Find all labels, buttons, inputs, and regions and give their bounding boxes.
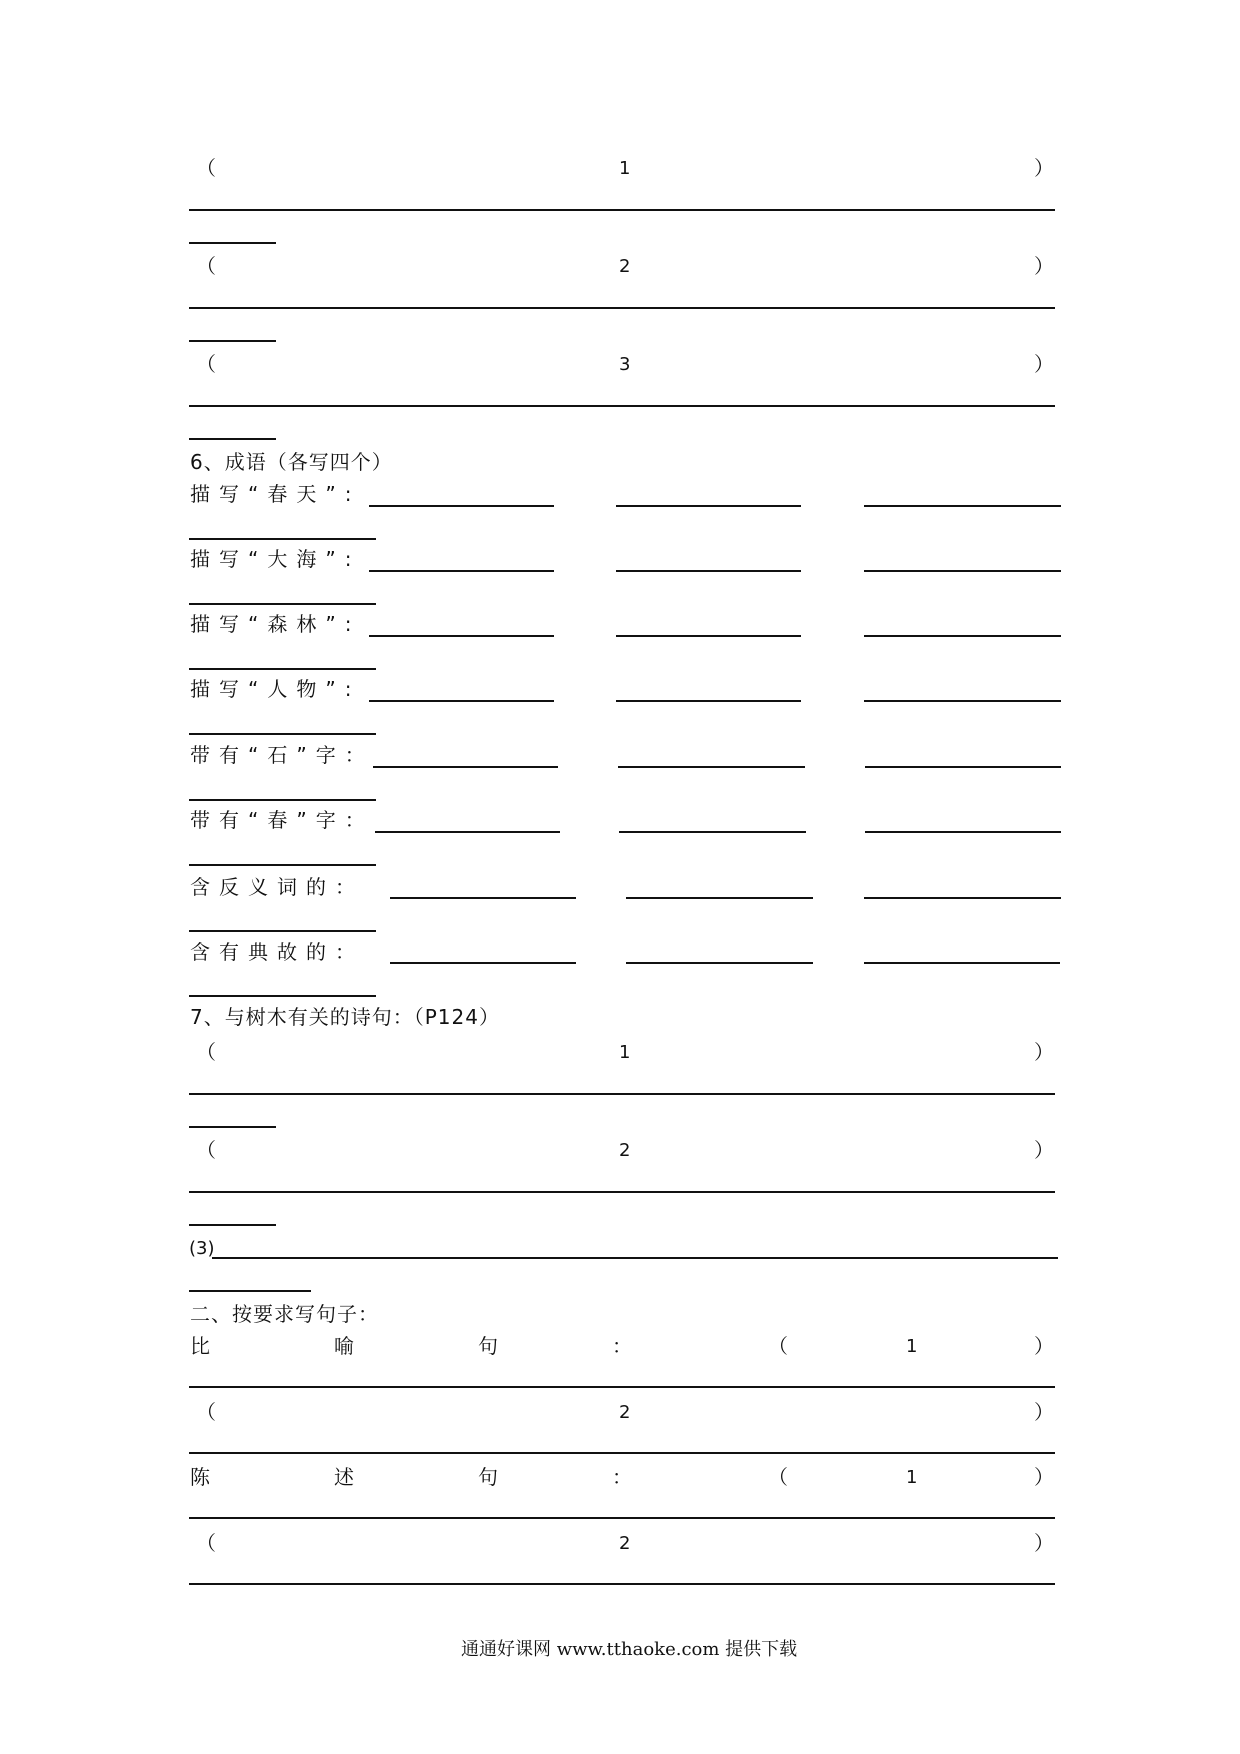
answer-line[interactable] <box>189 1517 1055 1519</box>
answer-line-short[interactable] <box>189 438 276 440</box>
answer-line[interactable] <box>189 1093 1055 1095</box>
blank-2[interactable] <box>616 570 801 572</box>
close-paren: ） <box>1034 1400 1054 1424</box>
answer-line-short[interactable] <box>189 242 276 244</box>
part2-heading: 二、按要求写句子： <box>190 1302 379 1326</box>
blank-1[interactable] <box>390 897 576 899</box>
open-paren: （ <box>196 1138 216 1162</box>
answer-line[interactable] <box>212 1257 1058 1259</box>
blank-2[interactable] <box>626 962 813 964</box>
answer-line-short[interactable] <box>189 1224 276 1226</box>
page-footer: 通通好课网 www.tthaoke.com 提供下载 <box>461 1639 798 1660</box>
blank-3[interactable] <box>864 962 1060 964</box>
blank-2[interactable] <box>619 831 806 833</box>
item-number: (3) <box>189 1238 215 1259</box>
close-paren: ） <box>1034 1334 1054 1358</box>
blank-2[interactable] <box>626 897 813 899</box>
blank-3[interactable] <box>864 897 1061 899</box>
answer-line-short[interactable] <box>189 340 276 342</box>
colon: ： <box>612 1465 632 1489</box>
blank-1[interactable] <box>369 570 554 572</box>
colon: ： <box>612 1334 632 1358</box>
close-paren: ） <box>1034 1465 1054 1489</box>
item-number: 2 <box>619 1402 631 1423</box>
label-char: 述 <box>334 1465 354 1489</box>
idiom-row-label: 带有“石”字： <box>190 743 374 767</box>
blank-1[interactable] <box>369 635 554 637</box>
open-paren: （ <box>768 1465 788 1489</box>
close-paren: ） <box>1034 1138 1054 1162</box>
blank-3[interactable] <box>865 831 1061 833</box>
blank-3[interactable] <box>865 766 1061 768</box>
open-paren: （ <box>196 156 216 180</box>
answer-line[interactable] <box>189 405 1055 407</box>
close-paren: ） <box>1034 1040 1054 1064</box>
answer-line[interactable] <box>189 307 1055 309</box>
idiom-row-label: 含反义词的： <box>190 875 364 899</box>
item-number: 1 <box>906 1467 918 1488</box>
answer-line[interactable] <box>189 1386 1055 1388</box>
answer-line-short[interactable] <box>189 1290 311 1292</box>
idiom-row-label: 描写“春天”: <box>190 482 361 506</box>
idiom-row-label: 描写“人物”: <box>190 677 361 701</box>
blank-4[interactable] <box>189 603 376 605</box>
blank-1[interactable] <box>373 766 558 768</box>
blank-1[interactable] <box>375 831 560 833</box>
label-char: 陈 <box>190 1465 210 1489</box>
item-number: 2 <box>619 256 631 277</box>
item-number: 1 <box>619 1042 631 1063</box>
blank-4[interactable] <box>189 864 376 866</box>
blank-4[interactable] <box>189 668 376 670</box>
blank-4[interactable] <box>189 799 376 801</box>
blank-4[interactable] <box>189 930 376 932</box>
open-paren: （ <box>196 352 216 376</box>
idiom-row-label: 描写“大海”: <box>190 547 361 571</box>
item-number: 2 <box>619 1533 631 1554</box>
answer-line-short[interactable] <box>189 1126 276 1128</box>
blank-4[interactable] <box>189 538 376 540</box>
blank-2[interactable] <box>616 700 801 702</box>
blank-1[interactable] <box>369 505 554 507</box>
label-char: 比 <box>190 1334 210 1358</box>
section7-heading: 7、与树木有关的诗句：（P124） <box>190 1005 500 1029</box>
close-paren: ） <box>1034 1531 1054 1555</box>
item-number: 3 <box>619 354 631 375</box>
open-paren: （ <box>196 254 216 278</box>
blank-1[interactable] <box>369 700 554 702</box>
label-char: 句 <box>478 1334 498 1358</box>
answer-line[interactable] <box>189 1191 1055 1193</box>
close-paren: ） <box>1034 254 1054 278</box>
blank-4[interactable] <box>189 733 376 735</box>
blank-4[interactable] <box>189 995 376 997</box>
open-paren: （ <box>196 1531 216 1555</box>
blank-3[interactable] <box>864 635 1061 637</box>
blank-3[interactable] <box>864 570 1061 572</box>
open-paren: （ <box>196 1400 216 1424</box>
open-paren: （ <box>196 1040 216 1064</box>
answer-line[interactable] <box>189 209 1055 211</box>
answer-line[interactable] <box>189 1583 1055 1585</box>
close-paren: ） <box>1034 156 1054 180</box>
idiom-row-label: 含有典故的： <box>190 940 364 964</box>
section6-heading: 6、成语（各写四个） <box>190 450 393 474</box>
idiom-row-label: 带有“春”字： <box>190 808 374 832</box>
blank-1[interactable] <box>390 962 576 964</box>
blank-3[interactable] <box>864 700 1061 702</box>
label-char: 句 <box>478 1465 498 1489</box>
label-char: 喻 <box>334 1334 354 1358</box>
blank-2[interactable] <box>618 766 805 768</box>
open-paren: （ <box>768 1334 788 1358</box>
answer-line[interactable] <box>189 1452 1055 1454</box>
blank-3[interactable] <box>864 505 1061 507</box>
blank-2[interactable] <box>616 635 801 637</box>
item-number: 1 <box>906 1336 918 1357</box>
close-paren: ） <box>1034 352 1054 376</box>
idiom-row-label: 描写“森林”: <box>190 612 361 636</box>
item-number: 2 <box>619 1140 631 1161</box>
item-number: 1 <box>619 158 631 179</box>
blank-2[interactable] <box>616 505 801 507</box>
